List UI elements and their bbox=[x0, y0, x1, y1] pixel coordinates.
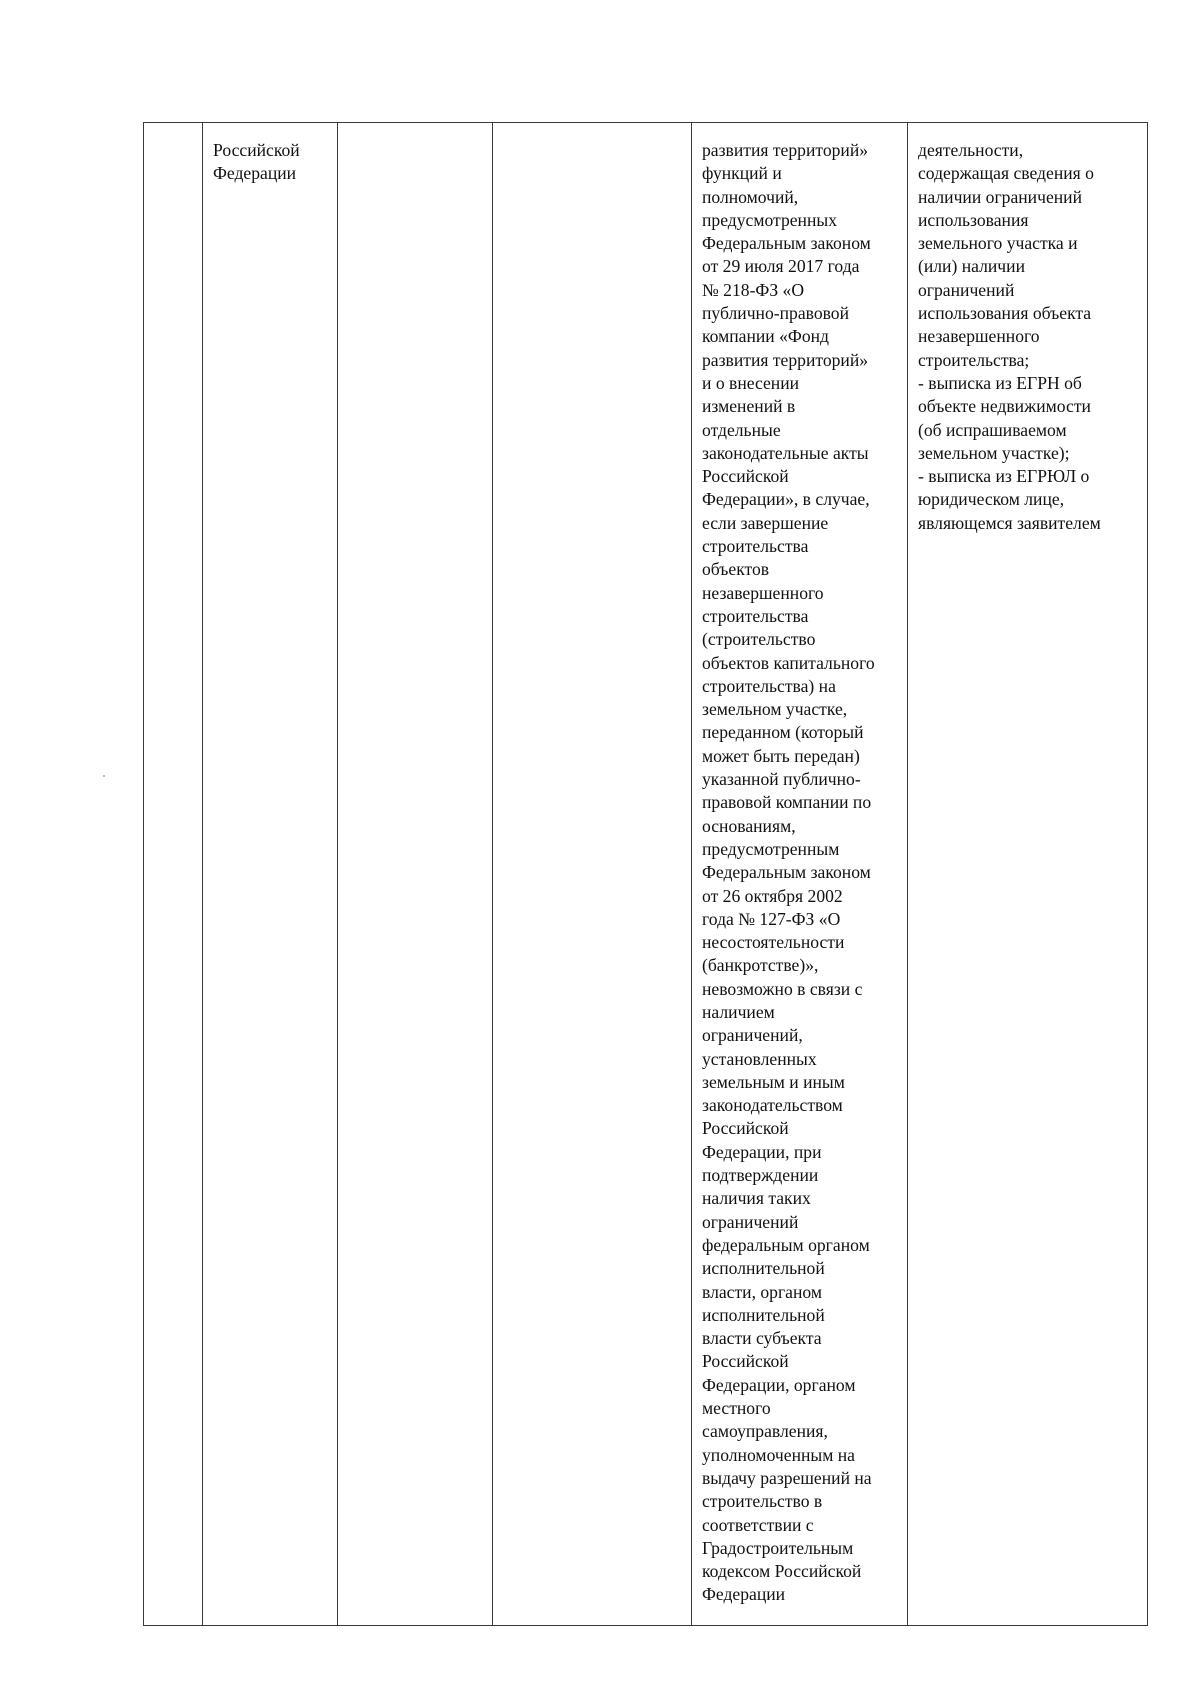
scan-speck bbox=[103, 775, 105, 777]
cell-text: Российской Федерации bbox=[213, 140, 300, 184]
table-cell-number bbox=[144, 123, 203, 1626]
table-cell-subject bbox=[203, 123, 338, 1626]
cell-text: развития территорий» функций и полномочий, предусмотренных Федеральным законом от 29 июля 2017 года № 218-ФЗ «О публично-правовой компании «Фонд развития территорий» и о внесении изменений в отдельные законодательные акты Российской Федерации», в случае, если завершение строительства объектов незавершенного строительства (строительство объектов капитального строительства) на земельном участке, переданном (который может быть передан) указанной публично- правовой компании по основаниям, предусмотренным Федеральным законом от 26 октября 2002 года № 127-ФЗ «О несостоятельности (банкротстве)», невозможно в связи с наличием ограничений, установленных земельным и иным законодательством Российской Федерации, при подтверждении наличия таких ограничений федеральным органом исполнительной власти, органом исполнительной власти субъекта Российской Федерации, органом местного самоуправления, уполномоченным на выдачу разрешений на строительство в соответствии с Градостроительным кодексом Российской Федерации bbox=[702, 140, 875, 1605]
table-cell-documents bbox=[908, 123, 1148, 1626]
cell-text: деятельности, содержащая сведения о наличии ограничений использования земельного участка и (или) наличии ограничений использования объекта незавершенного строительства; - выписка из ЕГРН об объекте недвижимости (об испрашиваемом земельном участке); - выписка из ЕГРЮЛ о юридическом лице, являющемся заявителем bbox=[918, 140, 1101, 533]
document-table bbox=[143, 122, 1148, 1626]
table-cell-grounds bbox=[692, 123, 908, 1626]
table-cell-empty-3 bbox=[338, 123, 493, 1626]
table-row bbox=[144, 123, 1148, 1626]
table-cell-empty-4 bbox=[493, 123, 692, 1626]
